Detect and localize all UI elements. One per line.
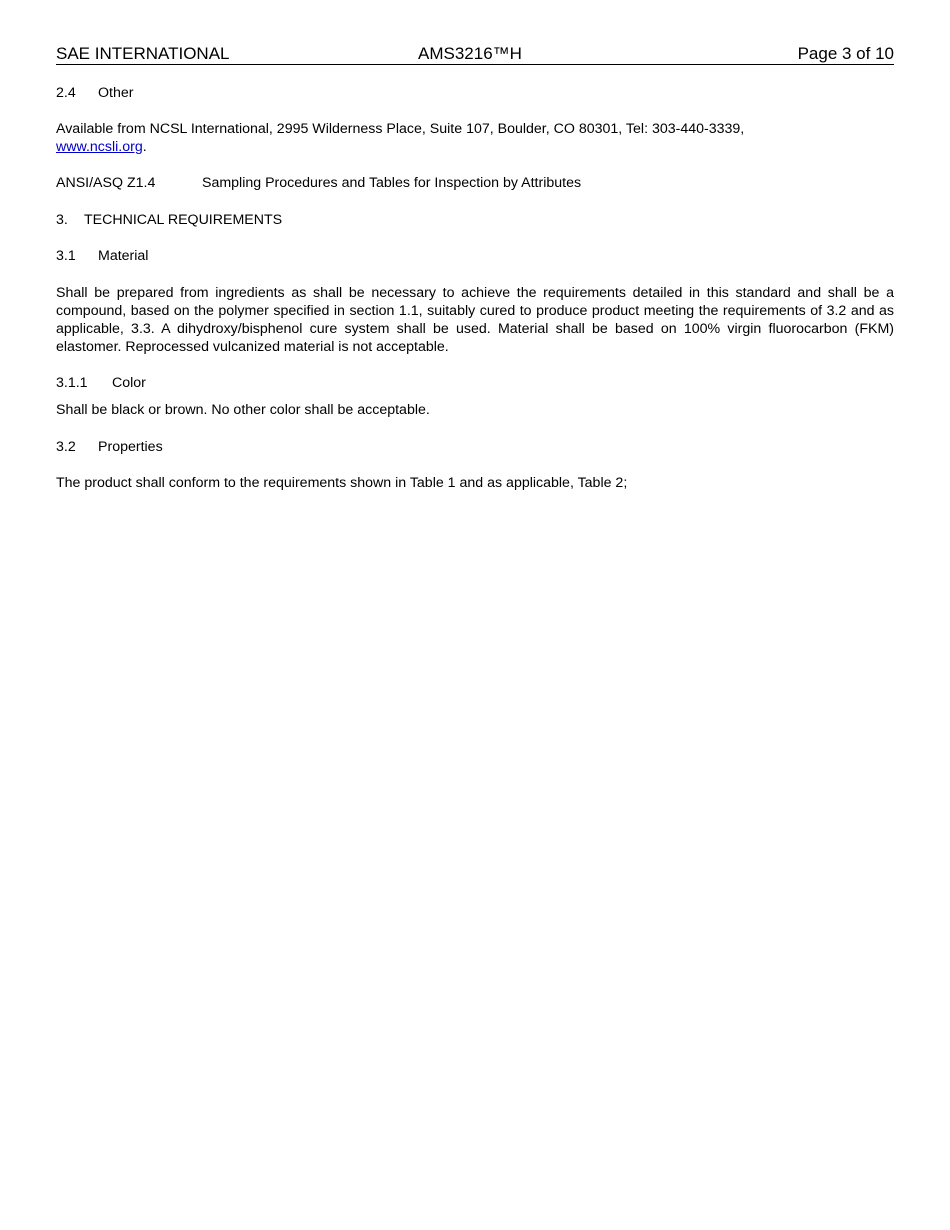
section-title: Material <box>98 248 149 264</box>
reference-title: Sampling Procedures and Tables for Inspection by Attributes <box>202 175 582 191</box>
reference-code: ANSI/ASQ Z1.4 <box>56 175 156 191</box>
section-title: Properties <box>98 439 163 455</box>
section-number: 3.1.1 <box>56 375 88 391</box>
header-doc-id: AMS3216™H <box>418 44 522 63</box>
section-title: Color <box>112 375 146 391</box>
section-title: TECHNICAL REQUIREMENTS <box>84 212 283 228</box>
section-3-1-1-body: Shall be black or brown. No other color shall be acceptable. <box>56 402 430 418</box>
section-3-1-body: Shall be prepared from ingredients as shall be necessary to achieve the requirements detailed in this standard and shall be a compound, based on the polymer specified in section 1.1, suitably cured to produce product meeting the requirements of 3.2 and as applicable, 3.3. A dihydroxy/bisphenol cure system shall be used. Material shall be based on 100% virgin fluorocarbon (FKM) elastomer. Reprocessed vulcanized material is not acceptable. <box>56 285 894 355</box>
header-page-number: Page 3 of 10 <box>797 44 894 63</box>
ncsli-link[interactable]: www.ncsli.org <box>56 139 143 155</box>
link-suffix: . <box>142 139 147 155</box>
section-2-4-heading <box>56 84 894 102</box>
reference-entry <box>56 174 894 192</box>
section-number: 3.1 <box>56 248 76 264</box>
section-3-2-body: The product shall conform to the requirements shown in Table 1 and as applicable, Table 2; <box>56 475 628 491</box>
section-3-heading <box>56 211 894 229</box>
header-org: SAE INTERNATIONAL <box>56 44 230 63</box>
section-2-4-availability <box>56 120 894 156</box>
section-title: Other <box>98 85 134 101</box>
page-header <box>56 44 894 65</box>
section-number: 3.2 <box>56 439 76 455</box>
availability-text: Available from NCSL International, 2995 Wilderness Place, Suite 107, Boulder, CO 80301, Tel: 303-440-3339, <box>56 121 745 137</box>
section-number: 3. <box>56 212 68 228</box>
section-number: 2.4 <box>56 85 76 101</box>
section-3-1-1-heading <box>56 374 894 392</box>
section-3-2-heading <box>56 438 894 456</box>
section-3-1-heading <box>56 247 894 265</box>
